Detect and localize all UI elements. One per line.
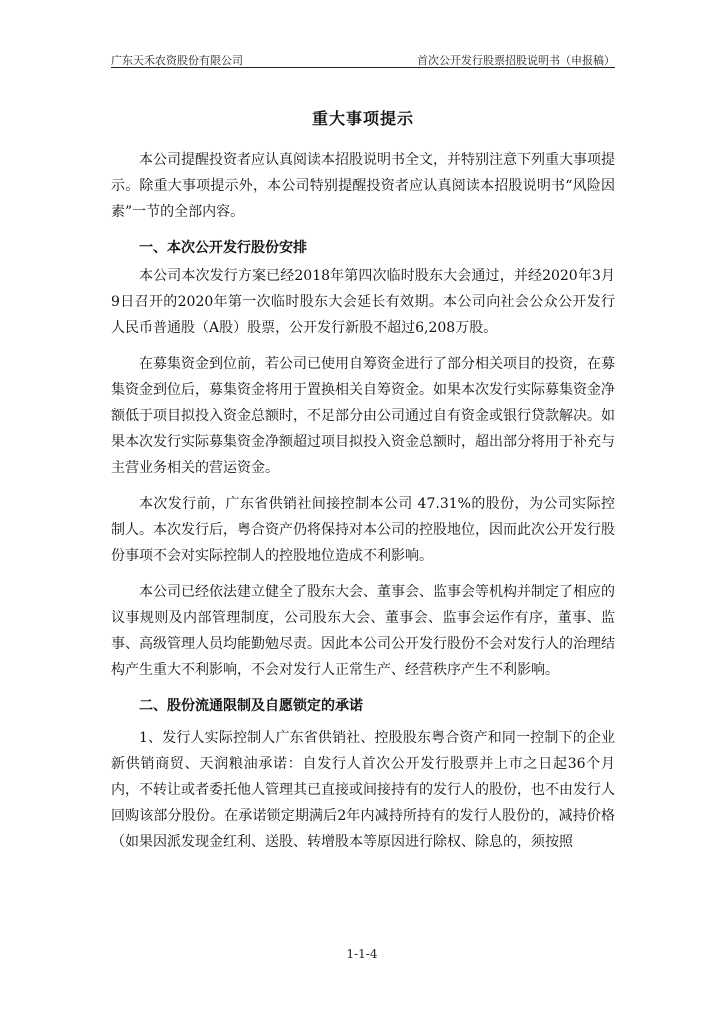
document-body bbox=[111, 147, 615, 855]
page-title: 重大事项提示 bbox=[311, 109, 414, 128]
page-number: 1-1-4 bbox=[346, 947, 378, 961]
intro-paragraph: 本公司提醒投资者应认真阅读本招股说明书全文，并特别注意下列重大事项提示。除重大事项提示外，本公司特别提醒投资者应认真阅读本招股说明书“风险因素”一节的全部内容。 bbox=[111, 152, 615, 220]
header-divider bbox=[111, 67, 615, 68]
section-1-heading: 一、本次公开发行股份安排 bbox=[139, 240, 307, 256]
section-2-paragraph: 1、发行人实际控制人广东省供销社、控股股东粤合资产和同一控制下的企业新供销商贸、天润粮油承诺：自发行人首次公开发行股票并上市之日起36个月内，不转让或者委托他人管理其已直接或间接持有的发行人的股份，也不由发行人回购该部分股份。在承诺锁定期满后2年内减持所持有的发行人股份的，减持价格（如果因派发现金红利、送股、转增股本等原因进行除权、除息的，须按照 bbox=[111, 730, 615, 850]
section-1-paragraph: 在募集资金到位前，若公司已使用自筹资金进行了部分相关项目的投资，在募集资金到位后，募集资金将用于置换相关自筹资金。如果本次发行实际募集资金净额低于项目拟投入资金总额时，不足部分由公司通过自有资金或银行贷款解决。如果本次发行实际募集资金净额超过项目拟投入资金总额时，超出部分将用于补充与主营业务相关的营运资金。 bbox=[111, 356, 615, 476]
section-2-heading: 二、股份流通限制及自愿锁定的承诺 bbox=[139, 698, 363, 714]
section-1-paragraph: 本次发行前，广东省供销社间接控制本公司 47.31%的股份，为公司实际控制人。本次发行后，粤合资产仍将保持对本公司的控股地位，因而此次公开发行股份事项不会对实际控制人的控股地位造成不利影响。 bbox=[111, 496, 615, 564]
section-1-paragraph: 本公司本次发行方案已经2018年第四次临时股东大会通过，并经2020年3月9日召开的2020年第一次临时股东大会延长有效期。本公司向社会公众公开发行人民币普通股（A股）股票，公开发行新股不超过6,208万股。 bbox=[111, 268, 615, 336]
header-document-title: 首次公开发行股票招股说明书（申报稿） bbox=[417, 54, 615, 67]
page-header bbox=[111, 50, 615, 68]
header-company-name: 广东天禾农资股份有限公司 bbox=[111, 54, 243, 67]
section-1-paragraph: 本公司已经依法建立健全了股东大会、董事会、监事会等机构并制定了相应的议事规则及内部管理制度，公司股东大会、董事会、监事会运作有序，董事、监事、高级管理人员均能勤勉尽责。因此本公司公开发行股份不会对发行人的治理结构产生重大不利影响，不会对发行人正常生产、经营秩序产生不利影响。 bbox=[111, 584, 615, 678]
